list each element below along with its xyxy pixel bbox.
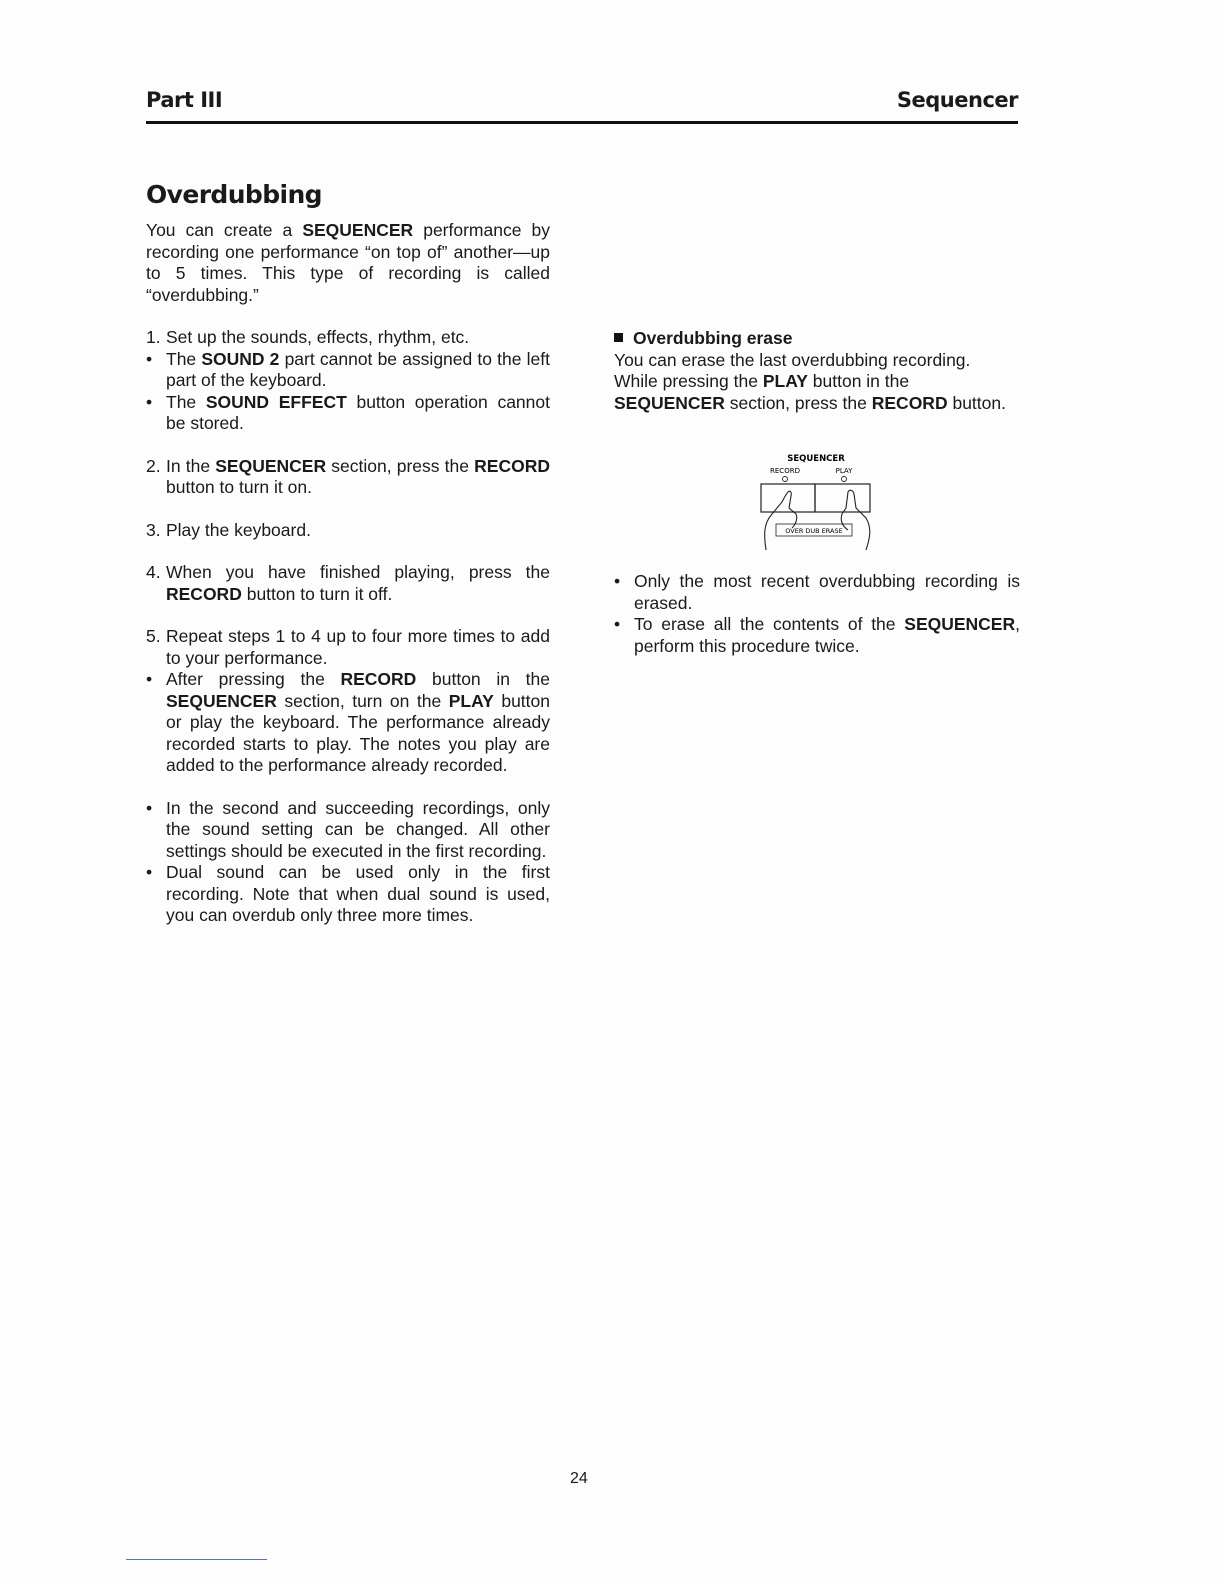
note-1: • In the second and succeeding recordings, only the sound setting can be changed. All other settings should be executed in the first recording. xyxy=(146,797,550,861)
erase-bullet-1: • Only the most recent overdubbing recording is erased. xyxy=(614,571,1020,613)
erase-description: You can erase the last overdubbing recording. xyxy=(614,349,971,370)
erase-instruction: While pressing the PLAY button in the SEQUENCER section, press the RECORD button. xyxy=(614,371,1006,413)
square-bullet-icon xyxy=(614,333,623,342)
step-3 xyxy=(146,520,550,542)
record-led-icon xyxy=(783,477,788,482)
record-button-icon xyxy=(761,484,815,512)
step-2 xyxy=(146,456,550,499)
footer-line xyxy=(126,1559,267,1560)
diagram-play-label: PLAY xyxy=(835,467,853,475)
bullet-glyph: • xyxy=(146,797,153,818)
bullet-glyph: • xyxy=(614,571,621,591)
bullet-glyph: • xyxy=(146,391,153,412)
step-5-bullet-1: • After pressing the RECORD button in the SEQUENCER section, turn on the PLAY button or play the keyboard. The performance already recorded starts to play. The notes you play are added to the performance already recorded. xyxy=(146,669,550,775)
section-title: Overdubbing xyxy=(146,180,322,209)
step-4 xyxy=(146,562,550,605)
step-text: In the SEQUENCER section, press the RECORD button to turn it on. xyxy=(166,455,550,497)
play-led-icon xyxy=(842,477,847,482)
intro-paragraph: You can create a SEQUENCER performance by recording one performance “on top of” another—up to 5 times. This type of recording is called “overdubbing.” xyxy=(146,220,550,305)
subsection-title: Overdubbing erase xyxy=(614,328,1024,350)
erase-bullet-2: • To erase all the contents of the SEQUENCER, perform this procedure twice. xyxy=(614,614,1020,656)
header-rule xyxy=(146,121,1018,124)
running-header-chapter: Sequencer xyxy=(896,88,1018,112)
step-1-bullet-1: • The SOUND 2 part cannot be assigned to the left part of the keyboard. xyxy=(146,348,550,390)
left-finger-icon xyxy=(765,491,797,550)
step-number: 5. xyxy=(146,626,161,646)
sequencer-button-diagram xyxy=(752,452,882,552)
step-1 xyxy=(146,327,550,349)
diagram-strip-label: OVER DUB ERASE xyxy=(785,527,843,535)
step-number: 4. xyxy=(146,562,161,582)
step-text: Play the keyboard. xyxy=(166,519,311,540)
right-column-bullets xyxy=(614,571,1024,657)
page-number: 24 xyxy=(570,1470,588,1487)
step-1-bullet-2: • The SOUND EFFECT button operation cannot be stored. xyxy=(146,391,550,433)
bullet-glyph: • xyxy=(146,862,153,882)
right-finger-icon xyxy=(841,490,870,550)
diagram-panel-label: SEQUENCER xyxy=(787,454,845,464)
step-number: 2. xyxy=(146,455,161,476)
diagram-record-label: RECORD xyxy=(770,467,800,475)
left-column xyxy=(146,220,550,927)
running-header-part: Part III xyxy=(146,88,223,112)
play-button-icon xyxy=(815,484,870,512)
step-5 xyxy=(146,626,550,669)
note-2: • Dual sound can be used only in the first recording. Note that when dual sound is used, you can overdub only three more times. xyxy=(146,862,550,925)
step-number: 1. xyxy=(146,327,161,347)
bullet-glyph: • xyxy=(614,614,621,634)
bullet-glyph: • xyxy=(146,348,153,369)
step-text: Repeat steps 1 to 4 up to four more times to add to your performance. xyxy=(166,626,550,668)
step-text: Set up the sounds, effects, rhythm, etc. xyxy=(166,327,470,347)
right-column xyxy=(614,328,1024,414)
bullet-glyph: • xyxy=(146,669,153,689)
step-number: 3. xyxy=(146,519,161,540)
step-text: When you have finished playing, press the RECORD button to turn it off. xyxy=(166,562,550,604)
